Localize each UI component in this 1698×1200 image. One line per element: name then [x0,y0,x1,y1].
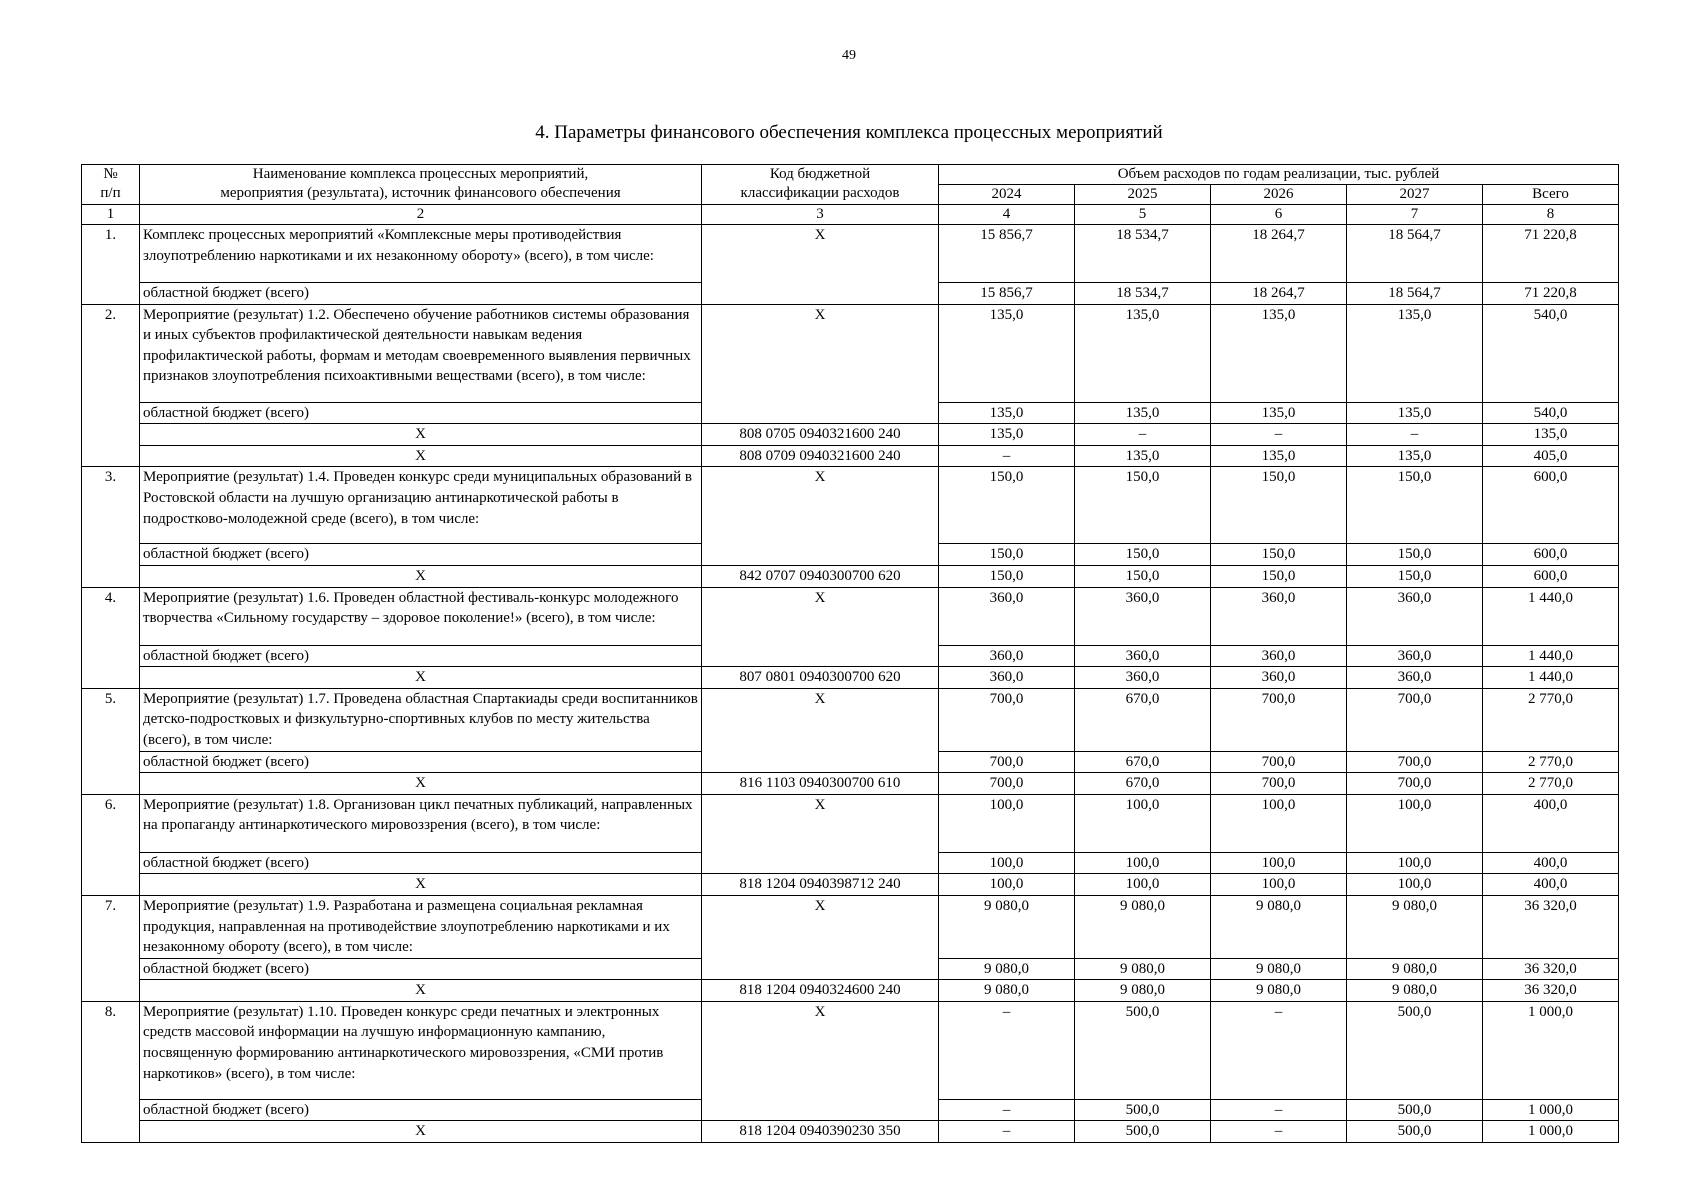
value-year: 150,0 [1347,544,1483,566]
value-year: 150,0 [1211,467,1347,544]
value-year: 135,0 [1211,304,1347,402]
value-year: 15 856,7 [939,283,1075,305]
header-year: 2025 [1075,185,1211,205]
value-year: 135,0 [939,402,1075,424]
classification-row [82,980,1619,1002]
value-year: 18 534,7 [1075,225,1211,283]
value-year: 700,0 [1347,751,1483,773]
value-total: 36 320,0 [1483,895,1619,958]
row-number: 5. [82,688,140,794]
value-year: 700,0 [939,688,1075,751]
measure-row [82,1001,1619,1099]
classification-row [82,773,1619,795]
value-year: – [1211,1121,1347,1143]
measure-name: Мероприятие (результат) 1.8. Организован цикл печатных публикаций, направленных на пропаганду антинаркотического мировоззрения (всего), в том числе: [140,794,702,852]
header-total: Всего [1483,185,1619,205]
measure-row [82,895,1619,958]
classification-name: X [140,424,702,446]
header-no: № п/п [82,165,140,205]
value-total: 1 440,0 [1483,667,1619,689]
value-year: 9 080,0 [1347,958,1483,980]
value-total: 2 770,0 [1483,773,1619,795]
value-year: 100,0 [1211,852,1347,874]
classification-row [82,565,1619,587]
value-year: 360,0 [939,645,1075,667]
value-year: 100,0 [1347,852,1483,874]
classification-code: 818 1204 0940390230 350 [702,1121,939,1143]
budget-code: X [702,304,939,424]
value-year: 18 264,7 [1211,225,1347,283]
value-year: 360,0 [939,667,1075,689]
classification-name: X [140,565,702,587]
value-year: 135,0 [1075,304,1211,402]
classification-row [82,667,1619,689]
column-number: 1 [82,205,140,225]
value-year: 150,0 [1075,544,1211,566]
value-year: 500,0 [1075,1121,1211,1143]
value-total: 135,0 [1483,424,1619,446]
budget-source-name: областной бюджет (всего) [140,1099,702,1121]
value-year: 9 080,0 [939,980,1075,1002]
classification-code: 842 0707 0940300700 620 [702,565,939,587]
classification-code: 807 0801 0940300700 620 [702,667,939,689]
value-year: 700,0 [1347,688,1483,751]
value-year: 150,0 [1075,467,1211,544]
value-year: – [1347,424,1483,446]
value-year: 700,0 [939,751,1075,773]
budget-code: X [702,467,939,566]
value-year: 500,0 [1347,1001,1483,1099]
budget-code: X [702,794,939,874]
value-year: – [1211,424,1347,446]
value-year: 670,0 [1075,688,1211,751]
value-total: 400,0 [1483,852,1619,874]
value-year: 100,0 [1075,852,1211,874]
value-year: 100,0 [1347,794,1483,852]
value-year: 700,0 [1211,751,1347,773]
value-year: 150,0 [939,467,1075,544]
value-year: 100,0 [1075,874,1211,896]
value-year: 135,0 [939,304,1075,402]
measure-row [82,225,1619,283]
value-year: – [939,1001,1075,1099]
value-year: 150,0 [1075,565,1211,587]
value-year: 9 080,0 [1211,958,1347,980]
measure-row [82,467,1619,544]
value-year: 150,0 [1211,565,1347,587]
header-year: 2027 [1347,185,1483,205]
value-year: 135,0 [939,424,1075,446]
classification-row [82,424,1619,446]
value-total: 400,0 [1483,794,1619,852]
value-year: 9 080,0 [1347,980,1483,1002]
row-number: 7. [82,895,140,1001]
value-year: 100,0 [939,794,1075,852]
value-year: – [1211,1099,1347,1121]
value-year: 135,0 [1347,304,1483,402]
value-total: 1 440,0 [1483,645,1619,667]
classification-row [82,1121,1619,1143]
classification-code: 816 1103 0940300700 610 [702,773,939,795]
value-year: 700,0 [939,773,1075,795]
financial-table [81,164,1619,1143]
value-year: 9 080,0 [1075,958,1211,980]
budget-source-name: областной бюджет (всего) [140,402,702,424]
value-year: 150,0 [939,565,1075,587]
column-number: 2 [140,205,702,225]
value-year: 700,0 [1211,688,1347,751]
header-volume: Объем расходов по годам реализации, тыс. рублей [939,165,1619,185]
value-year: – [939,1121,1075,1143]
measure-name: Комплекс процессных мероприятий «Комплексные меры противодействия злоупотреблению наркотиками и их незаконному обороту» (всего), в том числе: [140,225,702,283]
budget-source-name: областной бюджет (всего) [140,751,702,773]
value-total: 1 000,0 [1483,1001,1619,1099]
value-year: 150,0 [1347,565,1483,587]
measure-name: Мероприятие (результат) 1.10. Проведен конкурс среди печатных и электронных средств массовой информации на лучшую информационную кампанию, посвященную формированию антинаркотического мировоззрения, «СМИ против наркотиков» (всего), в том числе: [140,1001,702,1099]
value-year: 360,0 [1211,587,1347,645]
row-number: 3. [82,467,140,587]
value-total: 400,0 [1483,874,1619,896]
row-number: 6. [82,794,140,895]
classification-code: 808 0709 0940321600 240 [702,445,939,467]
column-number: 8 [1483,205,1619,225]
value-total: 36 320,0 [1483,958,1619,980]
value-year: 9 080,0 [1347,895,1483,958]
value-year: – [939,1099,1075,1121]
value-year: 9 080,0 [1075,980,1211,1002]
value-year: 360,0 [1347,645,1483,667]
value-year: 360,0 [1075,587,1211,645]
budget-code: X [702,1001,939,1121]
document-title: 4. Параметры финансового обеспечения комплекса процессных мероприятий [535,122,1163,143]
value-year: 135,0 [1347,445,1483,467]
classification-name: X [140,1121,702,1143]
value-year: 360,0 [1211,645,1347,667]
classification-code: 808 0705 0940321600 240 [702,424,939,446]
value-year: – [1075,424,1211,446]
value-year: 150,0 [1347,467,1483,544]
row-number: 4. [82,587,140,688]
value-total: 1 000,0 [1483,1099,1619,1121]
value-year: 135,0 [1211,402,1347,424]
value-year: 700,0 [1347,773,1483,795]
value-year: – [1211,1001,1347,1099]
measure-row [82,304,1619,402]
value-total: 540,0 [1483,304,1619,402]
value-year: 15 856,7 [939,225,1075,283]
header-code: Код бюджетной классификации расходов [702,165,939,205]
measure-name: Мероприятие (результат) 1.4. Проведен конкурс среди муниципальных образований в Ростовской области на лучшую организацию антинаркотической работы в подростково-молодежной среде (всего), в том числе: [140,467,702,544]
row-number: 2. [82,304,140,467]
value-total: 600,0 [1483,565,1619,587]
column-number: 6 [1211,205,1347,225]
budget-source-name: областной бюджет (всего) [140,283,702,305]
budget-source-name: областной бюджет (всего) [140,852,702,874]
value-year: 100,0 [1211,794,1347,852]
value-year: 135,0 [1211,445,1347,467]
value-year: 100,0 [1075,794,1211,852]
value-year: 500,0 [1347,1121,1483,1143]
value-total: 2 770,0 [1483,751,1619,773]
column-number: 4 [939,205,1075,225]
classification-name: X [140,667,702,689]
budget-code: X [702,688,939,772]
value-year: 360,0 [1347,587,1483,645]
budget-code: X [702,587,939,667]
value-year: 360,0 [1075,667,1211,689]
budget-source-name: областной бюджет (всего) [140,544,702,566]
value-year: 9 080,0 [1211,980,1347,1002]
value-year: 500,0 [1347,1099,1483,1121]
value-year: 100,0 [1211,874,1347,896]
value-year: 100,0 [939,852,1075,874]
budget-source-name: областной бюджет (всего) [140,958,702,980]
header-year: 2026 [1211,185,1347,205]
value-year: 360,0 [1347,667,1483,689]
value-year: 500,0 [1075,1001,1211,1099]
value-total: 36 320,0 [1483,980,1619,1002]
column-numbers-row [82,205,1619,225]
value-year: 100,0 [939,874,1075,896]
measure-name: Мероприятие (результат) 1.2. Обеспечено обучение работников системы образования и иных субъектов профилактической деятельности навыкам ведения профилактической работы, формам и методам своевременного выявления первичных признаков злоупотребления психоактивными веществами (всего), в том числе: [140,304,702,402]
value-year: 700,0 [1211,773,1347,795]
value-year: 150,0 [939,544,1075,566]
value-total: 71 220,8 [1483,283,1619,305]
classification-row [82,874,1619,896]
value-total: 600,0 [1483,544,1619,566]
value-total: 71 220,8 [1483,225,1619,283]
classification-code: 818 1204 0940398712 240 [702,874,939,896]
classification-name: X [140,980,702,1002]
budget-code: X [702,895,939,979]
value-year: 135,0 [1347,402,1483,424]
value-total: 540,0 [1483,402,1619,424]
column-number: 3 [702,205,939,225]
value-total: 1 000,0 [1483,1121,1619,1143]
value-total: 600,0 [1483,467,1619,544]
budget-source-name: областной бюджет (всего) [140,645,702,667]
measure-name: Мероприятие (результат) 1.6. Проведен областной фестиваль-конкурс молодежного творчества «Сильному государству – здоровое поколение!» (всего), в том числе: [140,587,702,645]
measure-row [82,587,1619,645]
budget-code: X [702,225,939,305]
value-year: – [939,445,1075,467]
measure-row [82,794,1619,852]
classification-code: 818 1204 0940324600 240 [702,980,939,1002]
value-year: 670,0 [1075,751,1211,773]
value-year: 100,0 [1347,874,1483,896]
classification-name: X [140,445,702,467]
value-year: 500,0 [1075,1099,1211,1121]
header-row-1 [82,165,1619,185]
value-year: 135,0 [1075,445,1211,467]
measure-name: Мероприятие (результат) 1.9. Разработана и размещена социальная рекламная продукция, направленная на противодействие злоупотреблению наркотиками и их незаконному обороту (всего), в том числе: [140,895,702,958]
value-year: 18 564,7 [1347,283,1483,305]
value-year: 150,0 [1211,544,1347,566]
value-total: 405,0 [1483,445,1619,467]
value-total: 1 440,0 [1483,587,1619,645]
value-year: 360,0 [939,587,1075,645]
row-number: 1. [82,225,140,305]
value-year: 9 080,0 [939,958,1075,980]
value-year: 360,0 [1211,667,1347,689]
column-number: 5 [1075,205,1211,225]
page-number: 49 [842,48,856,63]
value-year: 18 564,7 [1347,225,1483,283]
measure-name: Мероприятие (результат) 1.7. Проведена областная Спартакиады среди воспитанников детско-подростковых и физкультурно-спортивных клубов по месту жительства (всего), в том числе: [140,688,702,751]
column-number: 7 [1347,205,1483,225]
value-year: 9 080,0 [1075,895,1211,958]
header-name: Наименование комплекса процессных мероприятий, мероприятия (результата), источник финансового обеспечения [140,165,702,205]
value-year: 360,0 [1075,645,1211,667]
value-total: 2 770,0 [1483,688,1619,751]
value-year: 670,0 [1075,773,1211,795]
value-year: 9 080,0 [1211,895,1347,958]
classification-name: X [140,773,702,795]
value-year: 9 080,0 [939,895,1075,958]
classification-row [82,445,1619,467]
measure-row [82,688,1619,751]
row-number: 8. [82,1001,140,1142]
value-year: 18 534,7 [1075,283,1211,305]
value-year: 135,0 [1075,402,1211,424]
classification-name: X [140,874,702,896]
header-year: 2024 [939,185,1075,205]
value-year: 18 264,7 [1211,283,1347,305]
